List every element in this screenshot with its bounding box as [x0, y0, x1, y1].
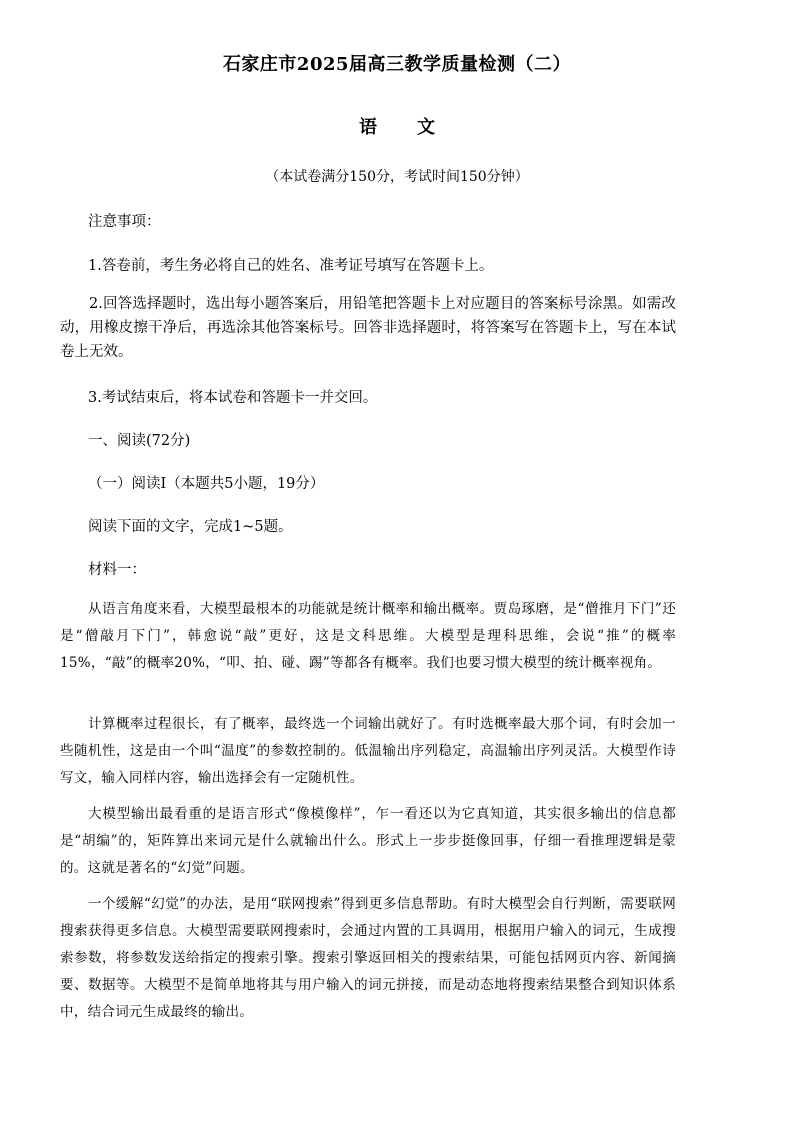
reading-instruction: 阅读下面的文字，完成1~5题。 — [88, 519, 293, 535]
exam-info: （本试卷满分150分，考试时间150分钟） — [265, 169, 529, 185]
material-label: 材料一： — [88, 562, 146, 578]
notice-item-3: 3.考试结束后，将本试卷和答题卡一并交回。 — [88, 390, 378, 406]
exam-title: 石家庄市2025届高三教学质量检测（二） — [222, 54, 572, 75]
material-paragraph-3: 大模型输出最看重的是语言形式“像模像样”，乍一看还以为它真知道，其实很多输出的信息都是“胡编”的，矩阵算出来词元是什么就输出什么。形式上一步步挺像回事，仔细一看推理逻辑是蒙的。这就是著名的“幻觉”问题。 — [60, 806, 676, 876]
reading-one-heading: （一）阅读Ⅰ（本题共5小题，19分） — [88, 476, 325, 492]
notice-item-2: 2.回答选择题时，选出每小题答案后，用铅笔把答题卡上对应题目的答案标号涂黑。如需改动，用橡皮擦干净后，再选涂其他答案标号。回答非选择题时，将答案写在答题卡上，写在本试卷上无效。 — [60, 296, 676, 360]
subject-heading: 语文 — [359, 117, 475, 138]
notice-heading: 注意事项： — [88, 214, 161, 230]
material-paragraph-2: 计算概率过程很长，有了概率，最终选一个词输出就好了。有时选概率最大那个词，有时会加一些随机性，这是由一个叫“温度”的参数控制的。低温输出序列稳定，高温输出序列灵活。大模型作诗写文，输入同样内容，输出选择会有一定随机性。 — [60, 716, 676, 786]
material-paragraph-1: 从语言角度来看，大模型最根本的功能就是统计概率和输出概率。贾岛琢磨，是“僧推月下门”还是“僧敲月下门”，韩愈说“敲”更好，这是文科思维。大模型是理科思维，会说“推”的概率15%，“敲”的概率20%，“叩、拍、碰、踢”等都各有概率。我们也要习惯大模型的统计概率视角。 — [60, 601, 676, 671]
material-paragraph-4: 一个缓解“幻觉”的办法，是用“联网搜索”得到更多信息帮助。有时大模型会自行判断，需要联网搜索获得更多信息。大模型需要联网搜索时，会通过内置的工具调用，根据用户输入的词元，生成搜索参数，将参数发送给指定的搜索引擎。搜索引擎返回相关的搜索结果，可能包括网页内容、新闻摘要、数据等。大模型不是简单地将其与用户输入的词元拼接，而是动态地将搜索结果整合到知识体系中，结合词元生成最终的输出。 — [60, 896, 676, 1020]
notice-item-1: 1.答卷前，考生务必将自己的姓名、准考证号填写在答题卡上。 — [88, 258, 494, 274]
part-one-heading: 一、阅读(72分) — [88, 433, 191, 449]
